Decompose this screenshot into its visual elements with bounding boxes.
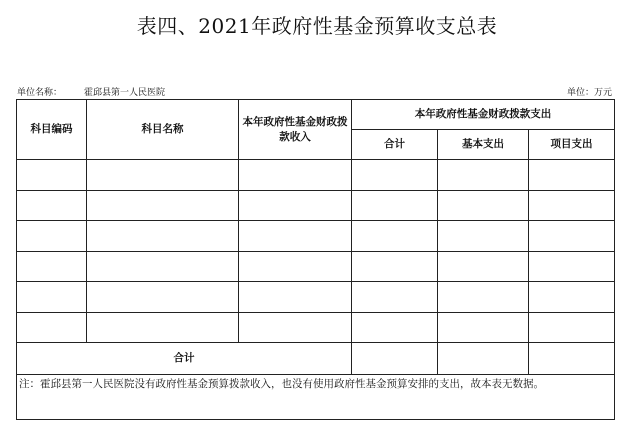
- table-note: 注：霍邱县第一人民医院没有政府性基金预算拨款收入，也没有使用政府性基金预算安排的支出，故本表无数据。: [17, 375, 615, 420]
- table-cell: [529, 282, 615, 313]
- budget-table: [16, 99, 615, 420]
- table-cell: [438, 221, 529, 252]
- header-total: 合计: [352, 130, 438, 160]
- table-cell: [352, 190, 438, 221]
- table-cell: [438, 160, 529, 191]
- table-row: [17, 221, 615, 252]
- total-cell: [529, 343, 615, 375]
- table-cell: [438, 190, 529, 221]
- table-cell: [438, 282, 529, 313]
- table-cell: [529, 190, 615, 221]
- table-body: [17, 160, 615, 343]
- total-cell: [438, 343, 529, 375]
- table-row: [17, 251, 615, 282]
- header-fund-expense: 本年政府性基金财政拨款支出: [352, 100, 615, 130]
- note-row: [17, 375, 615, 420]
- table-cell: [529, 312, 615, 343]
- table-cell: [239, 251, 352, 282]
- table-cell: [438, 312, 529, 343]
- table-cell: [352, 312, 438, 343]
- table-row: [17, 190, 615, 221]
- page-title: 表四、2021年政府性基金预算收支总表: [136, 14, 498, 38]
- unit-name: 霍邱县第一人民医院: [84, 88, 166, 98]
- table-cell: [17, 251, 87, 282]
- currency-unit: 单位：万元: [566, 88, 612, 98]
- table-cell: [87, 160, 239, 191]
- table-cell: [17, 312, 87, 343]
- table-cell: [529, 251, 615, 282]
- total-cell: [352, 343, 438, 375]
- table-cell: [352, 221, 438, 252]
- table-header-row: [17, 100, 615, 130]
- table-cell: [352, 282, 438, 313]
- table-cell: [352, 251, 438, 282]
- header-fund-income: 本年政府性基金财政拨款收入: [239, 100, 352, 160]
- table-cell: [87, 190, 239, 221]
- table-cell: [239, 160, 352, 191]
- total-label: 合计: [17, 343, 352, 375]
- table-cell: [239, 282, 352, 313]
- table-cell: [239, 312, 352, 343]
- table-cell: [87, 251, 239, 282]
- header-basic-expense: 基本支出: [438, 130, 529, 160]
- table-row: [17, 160, 615, 191]
- unit-info: [17, 85, 165, 98]
- header-subject-code: 科目编码: [17, 100, 87, 160]
- table-cell: [529, 160, 615, 191]
- table-cell: [87, 282, 239, 313]
- table-cell: [239, 221, 352, 252]
- table-cell: [87, 312, 239, 343]
- table-cell: [17, 160, 87, 191]
- total-row: [17, 343, 615, 375]
- table-cell: [352, 160, 438, 191]
- header-subject-name: 科目名称: [87, 100, 239, 160]
- table-cell: [17, 282, 87, 313]
- table-cell: [239, 190, 352, 221]
- unit-label: 单位名称：: [17, 88, 63, 98]
- table-cell: [438, 251, 529, 282]
- table-cell: [87, 221, 239, 252]
- table-cell: [529, 221, 615, 252]
- table-row: [17, 282, 615, 313]
- table-cell: [17, 221, 87, 252]
- table-cell: [17, 190, 87, 221]
- table-row: [17, 312, 615, 343]
- header-project-expense: 项目支出: [529, 130, 615, 160]
